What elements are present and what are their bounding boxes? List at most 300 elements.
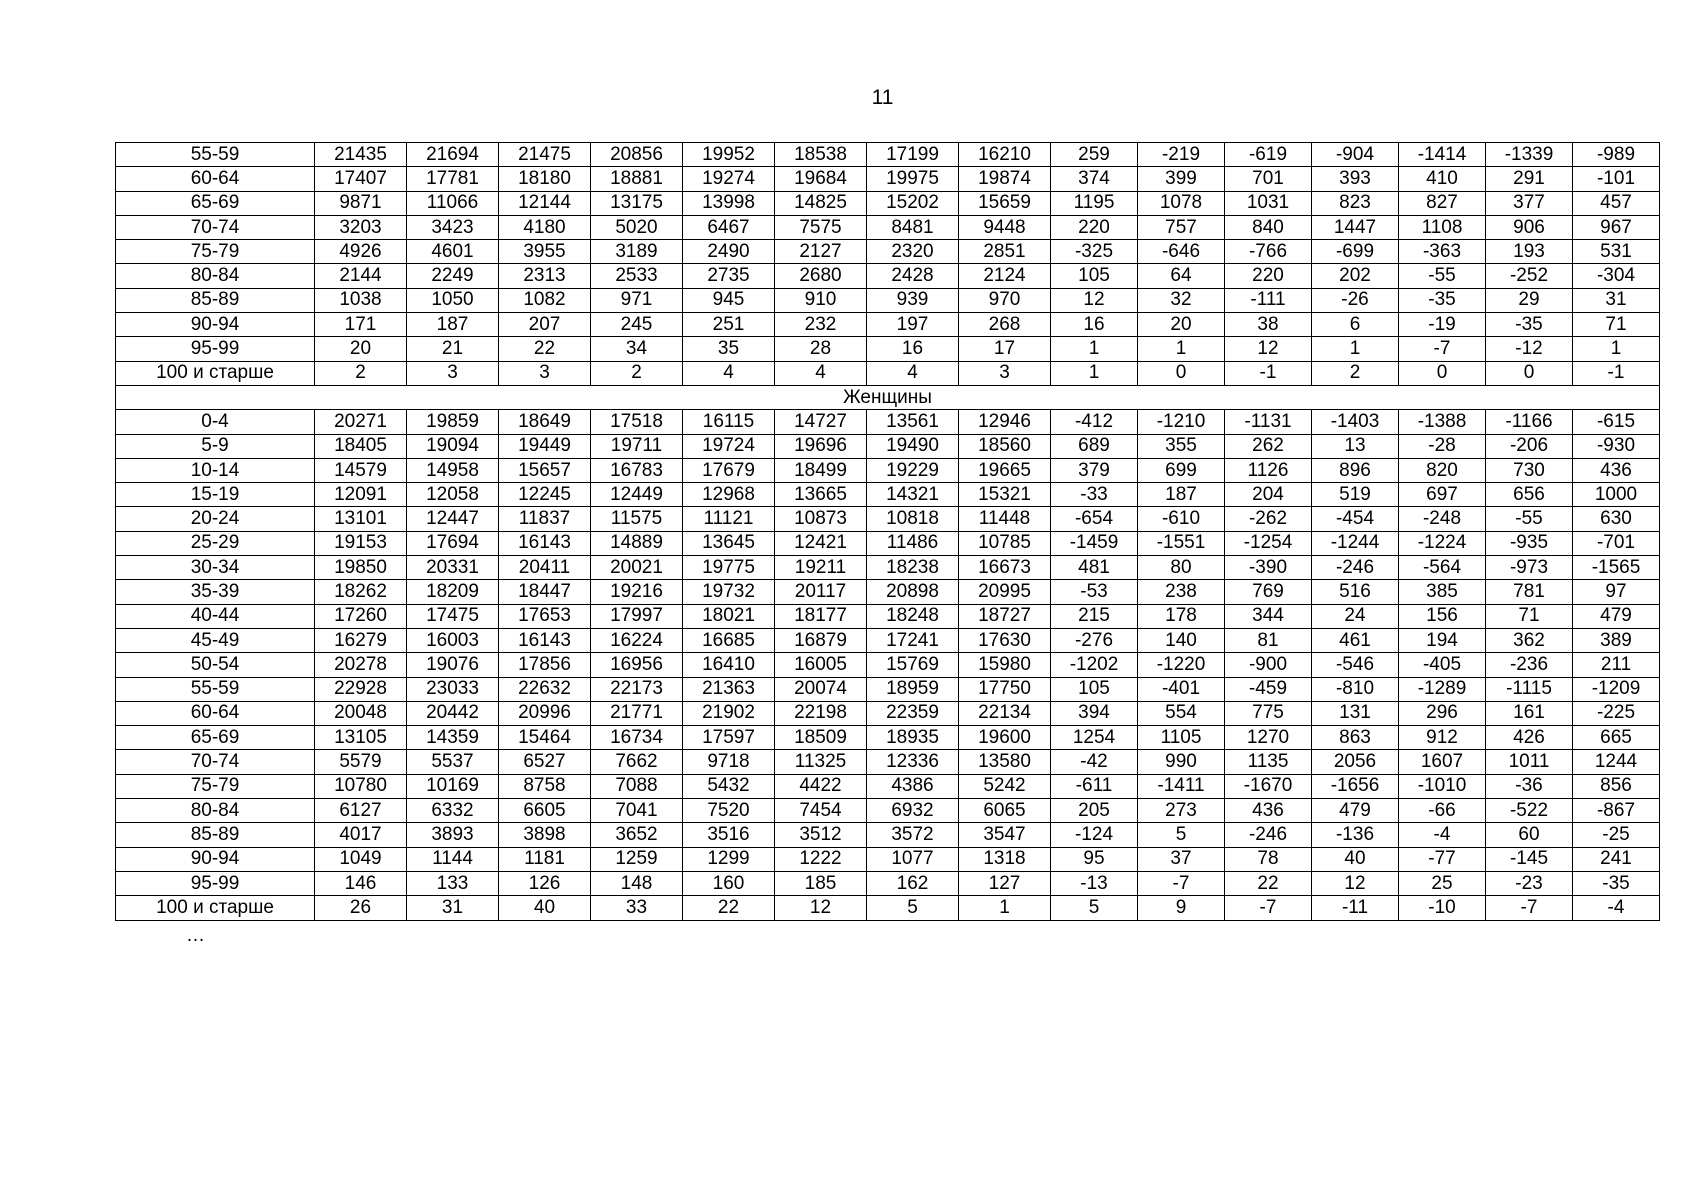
value-cell: 1135 bbox=[1225, 750, 1312, 774]
value-cell: 344 bbox=[1225, 604, 1312, 628]
value-cell: -1220 bbox=[1138, 653, 1225, 677]
value-cell: 3 bbox=[959, 361, 1051, 385]
value-cell: 3203 bbox=[315, 215, 407, 239]
value-cell: 12336 bbox=[867, 750, 959, 774]
value-cell: 3189 bbox=[591, 240, 683, 264]
value-cell: 220 bbox=[1225, 264, 1312, 288]
value-cell: 97 bbox=[1573, 580, 1660, 604]
value-cell: -7 bbox=[1399, 337, 1486, 361]
age-group-cell: 85-89 bbox=[116, 823, 315, 847]
value-cell: 781 bbox=[1486, 580, 1573, 604]
value-cell: 13665 bbox=[775, 483, 867, 507]
value-cell: -124 bbox=[1051, 823, 1138, 847]
value-cell: -522 bbox=[1486, 799, 1573, 823]
value-cell: 730 bbox=[1486, 458, 1573, 482]
value-cell: 232 bbox=[775, 313, 867, 337]
table-row bbox=[116, 799, 1660, 823]
value-cell: 1 bbox=[1051, 337, 1138, 361]
value-cell: -248 bbox=[1399, 507, 1486, 531]
table-row bbox=[116, 167, 1660, 191]
age-group-cell: 75-79 bbox=[116, 240, 315, 264]
value-cell: 863 bbox=[1312, 726, 1399, 750]
value-cell: 1259 bbox=[591, 847, 683, 871]
value-cell: 20117 bbox=[775, 580, 867, 604]
value-cell: 11325 bbox=[775, 750, 867, 774]
value-cell: -12 bbox=[1486, 337, 1573, 361]
value-cell: 11121 bbox=[683, 507, 775, 531]
value-cell: 291 bbox=[1486, 167, 1573, 191]
value-cell: -405 bbox=[1399, 653, 1486, 677]
value-cell: 194 bbox=[1399, 628, 1486, 652]
value-cell: -1115 bbox=[1486, 677, 1573, 701]
value-cell: 162 bbox=[867, 871, 959, 895]
value-cell: -4 bbox=[1573, 896, 1660, 920]
value-cell: 12968 bbox=[683, 483, 775, 507]
value-cell: 204 bbox=[1225, 483, 1312, 507]
value-cell: 22134 bbox=[959, 701, 1051, 725]
table-row bbox=[116, 240, 1660, 264]
table-row bbox=[116, 896, 1660, 920]
value-cell: 18262 bbox=[315, 580, 407, 604]
value-cell: 17856 bbox=[499, 653, 591, 677]
value-cell: 20074 bbox=[775, 677, 867, 701]
value-cell: 971 bbox=[591, 288, 683, 312]
value-cell: 20021 bbox=[591, 556, 683, 580]
value-cell: 5579 bbox=[315, 750, 407, 774]
value-cell: 19952 bbox=[683, 143, 775, 167]
value-cell: 22 bbox=[1225, 871, 1312, 895]
value-cell: 2320 bbox=[867, 240, 959, 264]
value-cell: -23 bbox=[1486, 871, 1573, 895]
value-cell: 2851 bbox=[959, 240, 1051, 264]
value-cell: 296 bbox=[1399, 701, 1486, 725]
value-cell: 78 bbox=[1225, 847, 1312, 871]
value-cell: 95 bbox=[1051, 847, 1138, 871]
value-cell: 656 bbox=[1486, 483, 1573, 507]
value-cell: 71 bbox=[1573, 313, 1660, 337]
value-cell: -42 bbox=[1051, 750, 1138, 774]
value-cell: 6932 bbox=[867, 799, 959, 823]
value-cell: 17260 bbox=[315, 604, 407, 628]
value-cell: -401 bbox=[1138, 677, 1225, 701]
age-group-cell: 80-84 bbox=[116, 264, 315, 288]
value-cell: -619 bbox=[1225, 143, 1312, 167]
value-cell: 4 bbox=[683, 361, 775, 385]
value-cell: -1289 bbox=[1399, 677, 1486, 701]
value-cell: 1 bbox=[1138, 337, 1225, 361]
value-cell: 19874 bbox=[959, 167, 1051, 191]
value-cell: 12245 bbox=[499, 483, 591, 507]
age-group-cell: 100 и старше bbox=[116, 361, 315, 385]
value-cell: 0 bbox=[1486, 361, 1573, 385]
value-cell: 71 bbox=[1486, 604, 1573, 628]
value-cell: -1656 bbox=[1312, 774, 1399, 798]
value-cell: -66 bbox=[1399, 799, 1486, 823]
value-cell: 273 bbox=[1138, 799, 1225, 823]
value-cell: -225 bbox=[1573, 701, 1660, 725]
value-cell: 35 bbox=[683, 337, 775, 361]
value-cell: -1224 bbox=[1399, 531, 1486, 555]
value-cell: 161 bbox=[1486, 701, 1573, 725]
value-cell: 10169 bbox=[407, 774, 499, 798]
value-cell: -459 bbox=[1225, 677, 1312, 701]
value-cell: -13 bbox=[1051, 871, 1138, 895]
value-cell: 60 bbox=[1486, 823, 1573, 847]
value-cell: 21 bbox=[407, 337, 499, 361]
value-cell: 19724 bbox=[683, 434, 775, 458]
table-row bbox=[116, 313, 1660, 337]
value-cell: 13561 bbox=[867, 410, 959, 434]
section-header-row bbox=[116, 385, 1660, 409]
value-cell: 105 bbox=[1051, 264, 1138, 288]
population-table bbox=[115, 142, 1660, 921]
value-cell: 1108 bbox=[1399, 215, 1486, 239]
value-cell: 18727 bbox=[959, 604, 1051, 628]
value-cell: 436 bbox=[1573, 458, 1660, 482]
value-cell: 20856 bbox=[591, 143, 683, 167]
table-row bbox=[116, 677, 1660, 701]
value-cell: 1038 bbox=[315, 288, 407, 312]
value-cell: -935 bbox=[1486, 531, 1573, 555]
value-cell: 22198 bbox=[775, 701, 867, 725]
table-row bbox=[116, 288, 1660, 312]
table-row bbox=[116, 507, 1660, 531]
value-cell: 1000 bbox=[1573, 483, 1660, 507]
table-row bbox=[116, 653, 1660, 677]
value-cell: 15659 bbox=[959, 191, 1051, 215]
value-cell: 15657 bbox=[499, 458, 591, 482]
value-cell: 31 bbox=[407, 896, 499, 920]
value-cell: 18180 bbox=[499, 167, 591, 191]
value-cell: 13105 bbox=[315, 726, 407, 750]
value-cell: -4 bbox=[1399, 823, 1486, 847]
value-cell: 131 bbox=[1312, 701, 1399, 725]
value-cell: 970 bbox=[959, 288, 1051, 312]
value-cell: 12058 bbox=[407, 483, 499, 507]
value-cell: 5432 bbox=[683, 774, 775, 798]
value-cell: -55 bbox=[1399, 264, 1486, 288]
value-cell: 1144 bbox=[407, 847, 499, 871]
value-cell: -111 bbox=[1225, 288, 1312, 312]
value-cell: 17199 bbox=[867, 143, 959, 167]
value-cell: 64 bbox=[1138, 264, 1225, 288]
value-cell: 5537 bbox=[407, 750, 499, 774]
value-cell: 18021 bbox=[683, 604, 775, 628]
value-cell: -25 bbox=[1573, 823, 1660, 847]
value-cell: 1318 bbox=[959, 847, 1051, 871]
value-cell: 16734 bbox=[591, 726, 683, 750]
value-cell: 1447 bbox=[1312, 215, 1399, 239]
value-cell: -766 bbox=[1225, 240, 1312, 264]
value-cell: 2056 bbox=[1312, 750, 1399, 774]
value-cell: 906 bbox=[1486, 215, 1573, 239]
value-cell: 17597 bbox=[683, 726, 775, 750]
value-cell: -989 bbox=[1573, 143, 1660, 167]
value-cell: 19732 bbox=[683, 580, 775, 604]
value-cell: 18177 bbox=[775, 604, 867, 628]
value-cell: 20898 bbox=[867, 580, 959, 604]
value-cell: 211 bbox=[1573, 653, 1660, 677]
value-cell: 40 bbox=[1312, 847, 1399, 871]
value-cell: 1031 bbox=[1225, 191, 1312, 215]
value-cell: 1082 bbox=[499, 288, 591, 312]
age-group-cell: 35-39 bbox=[116, 580, 315, 604]
value-cell: 19859 bbox=[407, 410, 499, 434]
value-cell: 17407 bbox=[315, 167, 407, 191]
value-cell: -1670 bbox=[1225, 774, 1312, 798]
value-cell: 519 bbox=[1312, 483, 1399, 507]
value-cell: 11066 bbox=[407, 191, 499, 215]
value-cell: 15464 bbox=[499, 726, 591, 750]
value-cell: -973 bbox=[1486, 556, 1573, 580]
value-cell: 13175 bbox=[591, 191, 683, 215]
value-cell: -7 bbox=[1225, 896, 1312, 920]
value-cell: 18649 bbox=[499, 410, 591, 434]
value-cell: 19153 bbox=[315, 531, 407, 555]
value-cell: -454 bbox=[1312, 507, 1399, 531]
value-cell: 238 bbox=[1138, 580, 1225, 604]
value-cell: 187 bbox=[407, 313, 499, 337]
age-group-cell: 65-69 bbox=[116, 726, 315, 750]
value-cell: -1166 bbox=[1486, 410, 1573, 434]
table-row bbox=[116, 483, 1660, 507]
value-cell: 531 bbox=[1573, 240, 1660, 264]
value-cell: 17518 bbox=[591, 410, 683, 434]
value-cell: 856 bbox=[1573, 774, 1660, 798]
value-cell: 689 bbox=[1051, 434, 1138, 458]
value-cell: 259 bbox=[1051, 143, 1138, 167]
value-cell: 13645 bbox=[683, 531, 775, 555]
value-cell: 665 bbox=[1573, 726, 1660, 750]
value-cell: -699 bbox=[1312, 240, 1399, 264]
value-cell: 8481 bbox=[867, 215, 959, 239]
value-cell: 19211 bbox=[775, 556, 867, 580]
value-cell: -1551 bbox=[1138, 531, 1225, 555]
value-cell: 18935 bbox=[867, 726, 959, 750]
value-cell: 19850 bbox=[315, 556, 407, 580]
value-cell: 2249 bbox=[407, 264, 499, 288]
table-row bbox=[116, 434, 1660, 458]
value-cell: 1195 bbox=[1051, 191, 1138, 215]
value-cell: 16005 bbox=[775, 653, 867, 677]
table-row bbox=[116, 726, 1660, 750]
value-cell: 2490 bbox=[683, 240, 775, 264]
value-cell: 1078 bbox=[1138, 191, 1225, 215]
value-cell: 23033 bbox=[407, 677, 499, 701]
value-cell: 19696 bbox=[775, 434, 867, 458]
table-row bbox=[116, 556, 1660, 580]
value-cell: 6605 bbox=[499, 799, 591, 823]
value-cell: 2313 bbox=[499, 264, 591, 288]
value-cell: -1339 bbox=[1486, 143, 1573, 167]
value-cell: 32 bbox=[1138, 288, 1225, 312]
value-cell: 262 bbox=[1225, 434, 1312, 458]
age-group-cell: 85-89 bbox=[116, 288, 315, 312]
age-group-cell: 5-9 bbox=[116, 434, 315, 458]
value-cell: 19094 bbox=[407, 434, 499, 458]
value-cell: 160 bbox=[683, 871, 775, 895]
value-cell: 20442 bbox=[407, 701, 499, 725]
age-group-cell: 95-99 bbox=[116, 871, 315, 895]
value-cell: 0 bbox=[1399, 361, 1486, 385]
value-cell: -11 bbox=[1312, 896, 1399, 920]
value-cell: 1 bbox=[1312, 337, 1399, 361]
table-row bbox=[116, 871, 1660, 895]
value-cell: 14889 bbox=[591, 531, 683, 555]
value-cell: 126 bbox=[499, 871, 591, 895]
value-cell: -145 bbox=[1486, 847, 1573, 871]
value-cell: 31 bbox=[1573, 288, 1660, 312]
value-cell: 215 bbox=[1051, 604, 1138, 628]
value-cell: -136 bbox=[1312, 823, 1399, 847]
table-row bbox=[116, 410, 1660, 434]
value-cell: -35 bbox=[1486, 313, 1573, 337]
value-cell: 5 bbox=[1051, 896, 1138, 920]
page-number: 11 bbox=[871, 86, 894, 109]
value-cell: 1050 bbox=[407, 288, 499, 312]
value-cell: 4 bbox=[775, 361, 867, 385]
value-cell: 426 bbox=[1486, 726, 1573, 750]
value-cell: 81 bbox=[1225, 628, 1312, 652]
value-cell: 20278 bbox=[315, 653, 407, 677]
value-cell: -1388 bbox=[1399, 410, 1486, 434]
value-cell: -1414 bbox=[1399, 143, 1486, 167]
value-cell: 241 bbox=[1573, 847, 1660, 871]
value-cell: 21694 bbox=[407, 143, 499, 167]
value-cell: 245 bbox=[591, 313, 683, 337]
value-cell: 127 bbox=[959, 871, 1051, 895]
value-cell: 268 bbox=[959, 313, 1051, 337]
value-cell: 197 bbox=[867, 313, 959, 337]
value-cell: 3893 bbox=[407, 823, 499, 847]
value-cell: 15980 bbox=[959, 653, 1051, 677]
value-cell: 105 bbox=[1051, 677, 1138, 701]
value-cell: 5 bbox=[1138, 823, 1225, 847]
age-group-cell: 55-59 bbox=[116, 677, 315, 701]
value-cell: -904 bbox=[1312, 143, 1399, 167]
value-cell: 14359 bbox=[407, 726, 499, 750]
value-cell: -19 bbox=[1399, 313, 1486, 337]
value-cell: 29 bbox=[1486, 288, 1573, 312]
value-cell: 19076 bbox=[407, 653, 499, 677]
value-cell: -53 bbox=[1051, 580, 1138, 604]
value-cell: 3955 bbox=[499, 240, 591, 264]
value-cell: -7 bbox=[1138, 871, 1225, 895]
value-cell: -262 bbox=[1225, 507, 1312, 531]
value-cell: -701 bbox=[1573, 531, 1660, 555]
table-row bbox=[116, 191, 1660, 215]
value-cell: 38 bbox=[1225, 313, 1312, 337]
table-row bbox=[116, 774, 1660, 798]
value-cell: 2680 bbox=[775, 264, 867, 288]
age-group-cell: 15-19 bbox=[116, 483, 315, 507]
value-cell: 10818 bbox=[867, 507, 959, 531]
value-cell: 12 bbox=[1051, 288, 1138, 312]
table-row bbox=[116, 847, 1660, 871]
value-cell: -246 bbox=[1225, 823, 1312, 847]
value-cell: 5020 bbox=[591, 215, 683, 239]
value-cell: 21475 bbox=[499, 143, 591, 167]
value-cell: 10780 bbox=[315, 774, 407, 798]
value-cell: 1049 bbox=[315, 847, 407, 871]
value-cell: 3 bbox=[407, 361, 499, 385]
value-cell: 148 bbox=[591, 871, 683, 895]
value-cell: 17679 bbox=[683, 458, 775, 482]
table-row bbox=[116, 580, 1660, 604]
value-cell: 15769 bbox=[867, 653, 959, 677]
value-cell: 16143 bbox=[499, 628, 591, 652]
value-cell: -246 bbox=[1312, 556, 1399, 580]
value-cell: 20411 bbox=[499, 556, 591, 580]
value-cell: -1202 bbox=[1051, 653, 1138, 677]
value-cell: 193 bbox=[1486, 240, 1573, 264]
value-cell: 19216 bbox=[591, 580, 683, 604]
value-cell: 9448 bbox=[959, 215, 1051, 239]
value-cell: 156 bbox=[1399, 604, 1486, 628]
value-cell: 2 bbox=[315, 361, 407, 385]
value-cell: -1010 bbox=[1399, 774, 1486, 798]
value-cell: 3512 bbox=[775, 823, 867, 847]
value-cell: 1011 bbox=[1486, 750, 1573, 774]
value-cell: -1459 bbox=[1051, 531, 1138, 555]
value-cell: 22359 bbox=[867, 701, 959, 725]
value-cell: -1 bbox=[1573, 361, 1660, 385]
value-cell: 18447 bbox=[499, 580, 591, 604]
age-group-cell: 55-59 bbox=[116, 143, 315, 167]
value-cell: 1 bbox=[1051, 361, 1138, 385]
value-cell: 16879 bbox=[775, 628, 867, 652]
value-cell: 410 bbox=[1399, 167, 1486, 191]
value-cell: 140 bbox=[1138, 628, 1225, 652]
value-cell: 18538 bbox=[775, 143, 867, 167]
value-cell: 16 bbox=[1051, 313, 1138, 337]
value-cell: 379 bbox=[1051, 458, 1138, 482]
value-cell: 16673 bbox=[959, 556, 1051, 580]
value-cell: 9871 bbox=[315, 191, 407, 215]
age-group-cell: 45-49 bbox=[116, 628, 315, 652]
value-cell: 1 bbox=[1573, 337, 1660, 361]
value-cell: 6127 bbox=[315, 799, 407, 823]
table-row bbox=[116, 701, 1660, 725]
value-cell: 2 bbox=[591, 361, 683, 385]
value-cell: 701 bbox=[1225, 167, 1312, 191]
value-cell: 14579 bbox=[315, 458, 407, 482]
value-cell: 910 bbox=[775, 288, 867, 312]
value-cell: -1411 bbox=[1138, 774, 1225, 798]
value-cell: 18959 bbox=[867, 677, 959, 701]
value-cell: 33 bbox=[591, 896, 683, 920]
value-cell: 2428 bbox=[867, 264, 959, 288]
value-cell: 18560 bbox=[959, 434, 1051, 458]
value-cell: 2127 bbox=[775, 240, 867, 264]
value-cell: 377 bbox=[1486, 191, 1573, 215]
value-cell: 26 bbox=[315, 896, 407, 920]
value-cell: 9 bbox=[1138, 896, 1225, 920]
value-cell: -900 bbox=[1225, 653, 1312, 677]
value-cell: 22173 bbox=[591, 677, 683, 701]
value-cell: 436 bbox=[1225, 799, 1312, 823]
value-cell: 840 bbox=[1225, 215, 1312, 239]
value-cell: 7575 bbox=[775, 215, 867, 239]
value-cell: 18499 bbox=[775, 458, 867, 482]
value-cell: 13 bbox=[1312, 434, 1399, 458]
value-cell: 7662 bbox=[591, 750, 683, 774]
value-cell: 19684 bbox=[775, 167, 867, 191]
value-cell: 20 bbox=[315, 337, 407, 361]
value-cell: -390 bbox=[1225, 556, 1312, 580]
table-row bbox=[116, 750, 1660, 774]
value-cell: 757 bbox=[1138, 215, 1225, 239]
